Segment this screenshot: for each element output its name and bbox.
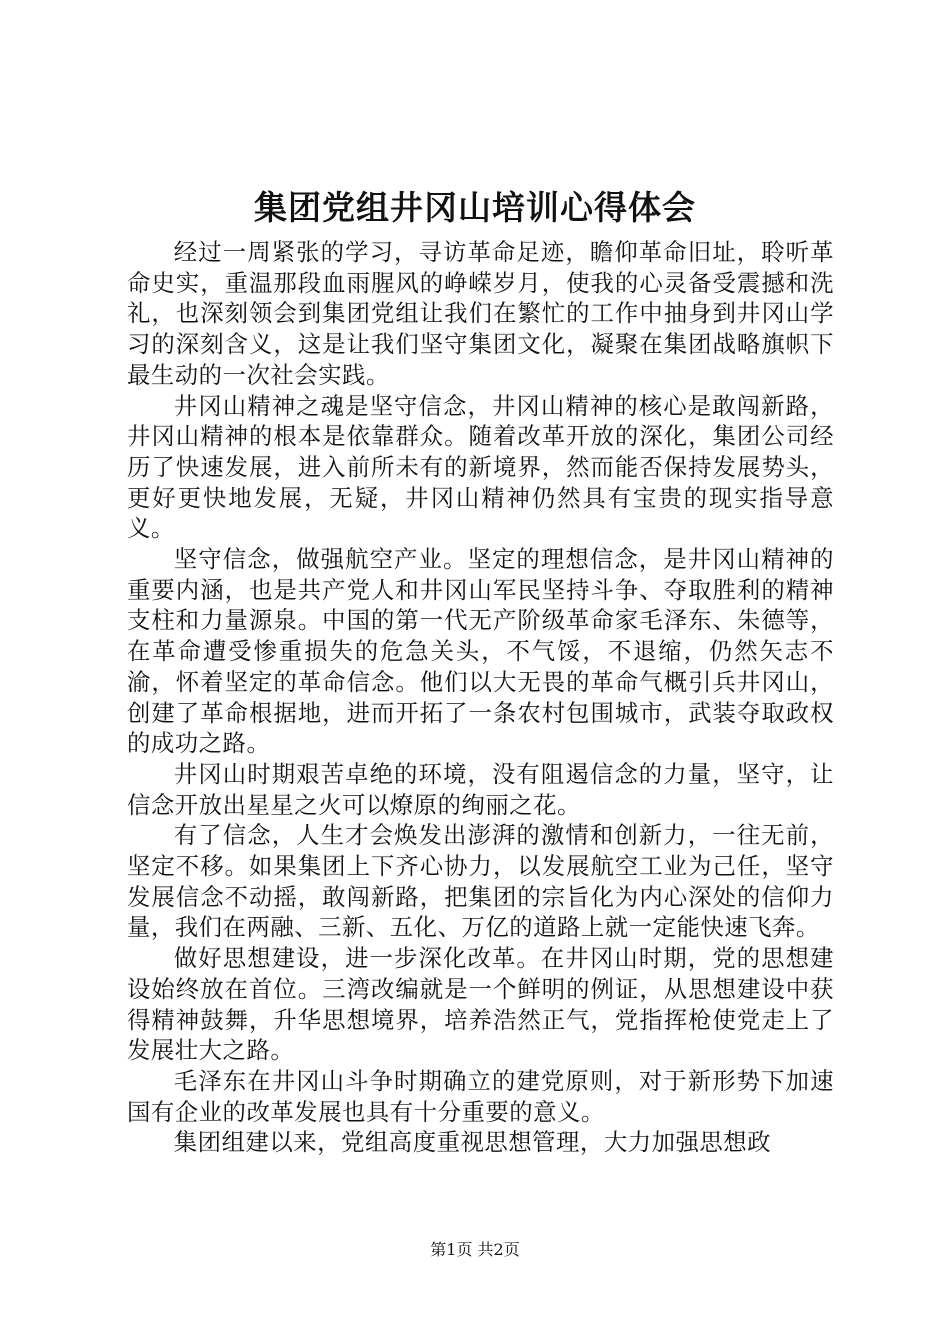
paragraph: 集团组建以来，党组高度重视思想管理，大力加强思想政 xyxy=(173,1128,772,1157)
paragraph: 毛泽东在井冈山斗争时期确立的建党原则，对于新形势下加速国有企业的改革发展也具有十分重要的意义。 xyxy=(127,1066,834,1126)
page-footer: 第1页 共2页 xyxy=(430,1240,520,1259)
paragraph: 做好思想建设，进一步深化改革。在井冈山时期，党的思想建设始终放在首位。三湾改编就是一个鲜明的例证，从思想建设中获得精神鼓舞，升华思想境界，培养浩然正气，党指挥枪使党走上了发展壮大之路。 xyxy=(127,944,834,1065)
document-title: 集团党组井冈山培训心得体会 xyxy=(254,188,696,227)
paragraph: 井冈山时期艰苦卓绝的环境，没有阻遏信念的力量，坚守，让信念开放出星星之火可以燎原的绚丽之花。 xyxy=(127,759,834,819)
paragraph: 经过一周紧张的学习，寻访革命足迹，瞻仰革命旧址，聆听革命史实，重温那段血雨腥风的峥嵘岁月，使我的心灵备受震撼和洗礼，也深刻领会到集团党组让我们在繁忙的工作中抽身到井冈山学习的深刻含义，这是让我们坚守集团文化，凝聚在集团战略旗帜下最生动的一次社会实践。 xyxy=(127,238,834,389)
document-body xyxy=(127,237,834,1158)
paragraph: 坚守信念，做强航空产业。坚定的理想信念，是井冈山精神的重要内涵，也是共产党人和井冈山军民坚持斗争、夺取胜利的精神支柱和力量源泉。中国的第一代无产阶级革命家毛泽东、朱德等，在革命遭受惨重损失的危急关头，不气馁，不退缩，仍然矢志不渝，怀着坚定的革命信念。他们以大无畏的革命气概引兵井冈山，创建了革命根据地，进而开拓了一条农村包围城市，武装夺取政权的成功之路。 xyxy=(127,545,834,758)
paragraph: 有了信念，人生才会焕发出澎湃的激情和创新力，一往无前，坚定不移。如果集团上下齐心协力，以发展航空工业为己任，坚守发展信念不动摇，敢闯新路，把集团的宗旨化为内心深处的信仰力量，我们在两融、三新、五化、万亿的道路上就一定能快速飞奔。 xyxy=(127,821,834,942)
paragraph: 井冈山精神之魂是坚守信念，井冈山精神的核心是敢闯新路，井冈山精神的根本是依靠群众。随着改革开放的深化，集团公司经历了快速发展，进入前所未有的新境界，然而能否保持发展势头，更好更快地发展，无疑，井冈山精神仍然具有宝贵的现实指导意义。 xyxy=(127,391,834,543)
